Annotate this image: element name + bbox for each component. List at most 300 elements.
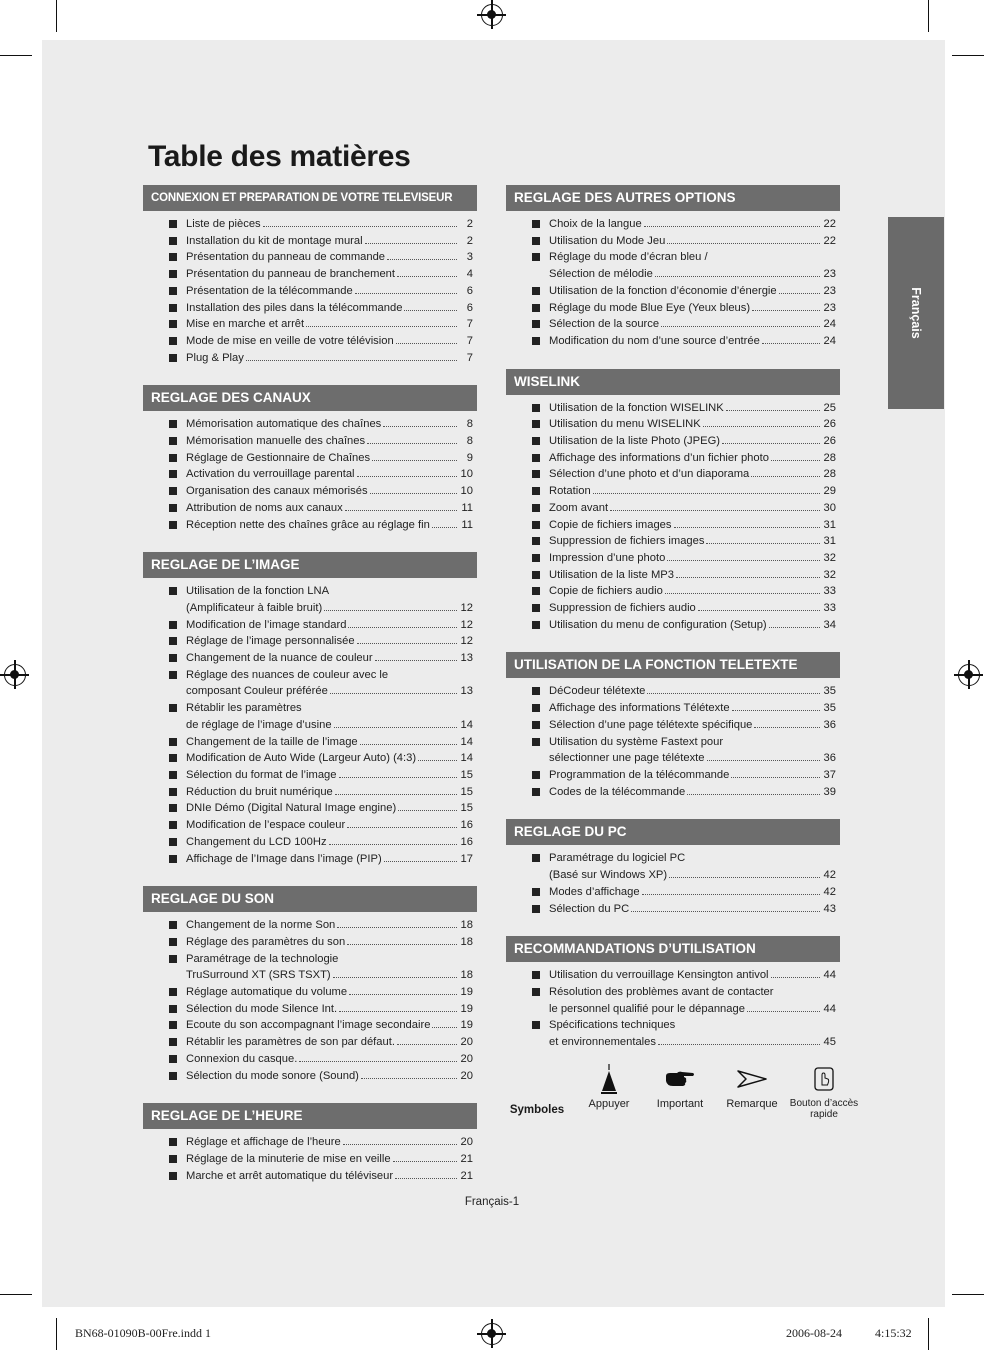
dot-leader xyxy=(360,744,457,745)
toc-entry[interactable] xyxy=(143,617,473,634)
toc-entry-line xyxy=(186,700,473,717)
toc-page-number: 19 xyxy=(460,1002,473,1015)
toc-entry-title: Réglage du mode d’écran bleu / xyxy=(549,251,708,264)
square-bullet-icon xyxy=(169,921,177,929)
toc-page-number: 12 xyxy=(460,635,473,648)
toc-entry[interactable] xyxy=(506,984,836,1017)
toc-entry[interactable] xyxy=(143,249,473,266)
toc-entry-title: Zoom avant xyxy=(549,501,609,514)
toc-entry-title: Installation du kit de montage mural xyxy=(186,234,363,247)
toc-entry-line xyxy=(549,517,836,534)
section-heading: RECOMMANDATIONS D’UTILISATION xyxy=(506,936,840,962)
toc-entry[interactable] xyxy=(143,1001,473,1018)
toc-entry[interactable] xyxy=(143,233,473,250)
toc-entry-title: Présentation de la télécommande xyxy=(186,284,353,297)
toc-entry-title: (Amplificateur à faible bruit) xyxy=(186,601,323,614)
square-bullet-icon xyxy=(169,1155,177,1163)
toc-page-number: 18 xyxy=(460,969,473,982)
dot-leader xyxy=(263,226,457,227)
dot-leader xyxy=(335,794,457,795)
toc-entry-line xyxy=(186,817,473,834)
toc-page-number: 14 xyxy=(460,718,473,731)
toc-entry-line xyxy=(186,934,473,951)
toc-entry-title: Activation du verrouillage parental xyxy=(186,468,355,481)
toc-entry[interactable] xyxy=(506,233,836,250)
registration-mark-icon xyxy=(481,1323,503,1345)
toc-section xyxy=(506,819,840,917)
dot-leader xyxy=(398,810,457,811)
toc-entry-title: Utilisation du verrouillage Kensington antivol xyxy=(549,969,769,982)
quick-access-button-icon xyxy=(814,1067,834,1091)
toc-entry-title: Utilisation du menu WISELINK xyxy=(549,418,701,431)
registration-mark-icon xyxy=(481,4,503,26)
toc-entry[interactable] xyxy=(506,583,836,600)
toc-entry-title: Changement de la taille de l’image xyxy=(186,735,358,748)
dot-leader xyxy=(418,760,457,761)
dot-leader xyxy=(432,1027,457,1028)
toc-entry-title: Mémorisation automatique des chaînes xyxy=(186,418,382,431)
toc-entry-line xyxy=(186,583,473,600)
toc-page-number: 13 xyxy=(460,652,473,665)
toc-entry-title: Spécifications techniques xyxy=(549,1019,676,1032)
toc-entry-title: Réglage de l’image personnalisée xyxy=(186,635,355,648)
square-bullet-icon xyxy=(532,287,540,295)
square-bullet-icon xyxy=(169,1072,177,1080)
toc-entry-title: Programmation de la télécommande xyxy=(549,768,730,781)
square-bullet-icon xyxy=(169,1021,177,1029)
toc-entry-line xyxy=(186,984,473,1001)
toc-page-number: 4 xyxy=(466,268,473,281)
toc-page-number: 15 xyxy=(460,785,473,798)
toc-entry-title: Rétablir les paramètres xyxy=(186,702,302,715)
toc-entry[interactable] xyxy=(506,333,836,350)
square-bullet-icon xyxy=(532,854,540,862)
toc-entry-title: Mémorisation manuelle des chaînes xyxy=(186,435,366,448)
toc-entry-title: Installation des piles dans la télécommande xyxy=(186,301,403,314)
toc-page-number: 24 xyxy=(823,334,836,347)
toc-entry[interactable] xyxy=(143,517,473,534)
dot-leader xyxy=(647,693,820,694)
toc-page-number: 15 xyxy=(460,802,473,815)
toc-entry-line xyxy=(186,1051,473,1068)
toc-entry-title: Modification de Auto Wide (Largeur Auto) (4:3) xyxy=(186,752,417,765)
toc-entry-line xyxy=(549,249,836,266)
toc-entry[interactable] xyxy=(143,834,473,851)
toc-section xyxy=(143,185,477,366)
dot-leader xyxy=(703,426,820,427)
dot-leader xyxy=(365,243,457,244)
crop-mark xyxy=(0,1294,32,1295)
toc-entry[interactable] xyxy=(143,800,473,817)
toc-entry[interactable] xyxy=(506,567,836,584)
toc-page-number: 44 xyxy=(823,1002,836,1015)
square-bullet-icon xyxy=(169,738,177,746)
toc-entry-title: Codes de la télécommande xyxy=(549,785,686,798)
toc-entry[interactable] xyxy=(143,583,473,616)
crop-mark xyxy=(952,55,984,56)
toc-entry[interactable] xyxy=(143,1017,473,1034)
toc-page-number: 21 xyxy=(460,1169,473,1182)
dot-leader xyxy=(779,293,820,294)
toc-entry[interactable] xyxy=(506,700,836,717)
toc-entry[interactable] xyxy=(506,683,836,700)
toc-entries xyxy=(143,1129,477,1184)
toc-entry-line xyxy=(549,1034,836,1051)
toc-page-number: 42 xyxy=(823,869,836,882)
dot-leader xyxy=(676,577,820,578)
toc-entry-line xyxy=(549,683,836,700)
toc-entry[interactable] xyxy=(506,517,836,534)
toc-page-number: 44 xyxy=(823,969,836,982)
toc-entry-title: Utilisation de la fonction WISELINK xyxy=(549,401,724,414)
toc-entry-line xyxy=(186,917,473,934)
toc-entry-line xyxy=(186,233,473,250)
toc-entry[interactable] xyxy=(506,249,836,282)
toc-entry-title: Liste de pièces xyxy=(186,218,261,230)
toc-entry-title: Affichage des informations d’un fichier photo xyxy=(549,451,769,464)
toc-entry[interactable] xyxy=(506,1017,836,1050)
toc-entry[interactable] xyxy=(506,416,836,433)
toc-entry-line xyxy=(549,784,836,801)
square-bullet-icon xyxy=(532,888,540,896)
symbol-label: Remarque xyxy=(726,1098,778,1110)
square-bullet-icon xyxy=(532,437,540,445)
toc-entry-title: Marche et arrêt automatique du téléviseur xyxy=(186,1169,394,1182)
toc-entry[interactable] xyxy=(143,700,473,733)
square-bullet-icon xyxy=(169,1055,177,1063)
toc-entry-line xyxy=(549,717,836,734)
toc-entry[interactable] xyxy=(143,283,473,300)
toc-entry[interactable] xyxy=(143,1134,473,1151)
toc-page-number: 6 xyxy=(466,284,473,297)
square-bullet-icon xyxy=(532,253,540,261)
square-bullet-icon xyxy=(169,838,177,846)
toc-entry-line xyxy=(186,433,473,450)
toc-page-number: 19 xyxy=(460,986,473,999)
toc-entry-title: composant Couleur préférée xyxy=(186,685,328,698)
dot-leader xyxy=(357,643,457,644)
toc-entry[interactable] xyxy=(506,433,836,450)
toc-page-number: 16 xyxy=(460,819,473,832)
crop-mark xyxy=(0,55,32,56)
toc-entry[interactable] xyxy=(143,784,473,801)
toc-entry[interactable] xyxy=(143,917,473,934)
crop-mark xyxy=(928,1318,929,1350)
toc-page-number: 11 xyxy=(461,518,473,531)
toc-entry[interactable] xyxy=(143,416,473,433)
toc-entry-line xyxy=(549,500,836,517)
toc-entry[interactable] xyxy=(506,550,836,567)
dot-leader xyxy=(383,426,457,427)
toc-entry[interactable] xyxy=(506,483,836,500)
toc-entry[interactable] xyxy=(506,967,836,984)
toc-entry[interactable] xyxy=(143,951,473,984)
toc-entry-title: TruSurround XT (SRS TSXT) xyxy=(186,969,331,982)
dot-leader xyxy=(769,627,820,628)
toc-page-number: 20 xyxy=(460,1052,473,1065)
toc-page-number: 12 xyxy=(460,618,473,631)
toc-entry-line xyxy=(186,617,473,634)
toc-entry[interactable] xyxy=(506,717,836,734)
symbol-press xyxy=(573,1060,645,1110)
toc-entry-title: Modification de l’image standard xyxy=(186,618,347,631)
toc-entry[interactable] xyxy=(143,1051,473,1068)
toc-entry-title: Impression d’une photo xyxy=(549,551,666,564)
toc-entry[interactable] xyxy=(506,216,836,233)
toc-page-number: 34 xyxy=(823,618,836,631)
toc-entry-line xyxy=(186,750,473,767)
toc-entry-title: Utilisation de la fonction LNA xyxy=(186,585,330,598)
toc-entry[interactable] xyxy=(506,466,836,483)
toc-page-number: 10 xyxy=(460,485,473,498)
toc-entry[interactable] xyxy=(143,466,473,483)
toc-entry[interactable] xyxy=(506,500,836,517)
square-bullet-icon xyxy=(169,704,177,712)
toc-entry[interactable] xyxy=(506,450,836,467)
toc-page-number: 2 xyxy=(466,218,473,230)
toc-entry-line xyxy=(549,600,836,617)
toc-page-number: 36 xyxy=(823,718,836,731)
toc-page-number: 7 xyxy=(466,318,473,331)
toc-entry[interactable] xyxy=(506,533,836,550)
toc-entry-title: Réglage et affichage de l’heure xyxy=(186,1136,341,1149)
toc-entry-title: et environnementales xyxy=(549,1036,656,1049)
registration-mark-icon xyxy=(958,664,980,686)
toc-entry-title: Organisation des canaux mémorisés xyxy=(186,485,368,498)
section-heading: REGLAGE DES AUTRES OPTIONS xyxy=(506,185,840,211)
toc-entry-title: Réglage du mode Blue Eye (Yeux bleus) xyxy=(549,301,751,314)
square-bullet-icon xyxy=(169,955,177,963)
toc-entry[interactable] xyxy=(506,784,836,801)
toc-entries xyxy=(506,678,840,800)
toc-entry[interactable] xyxy=(143,767,473,784)
toc-entry[interactable] xyxy=(143,1168,473,1185)
toc-entry[interactable] xyxy=(506,884,836,901)
toc-section xyxy=(506,369,840,634)
toc-entry[interactable] xyxy=(143,633,473,650)
toc-entry[interactable] xyxy=(143,483,473,500)
toc-entry[interactable] xyxy=(143,500,473,517)
toc-entry-line xyxy=(549,583,836,600)
toc-entry[interactable] xyxy=(506,300,836,317)
toc-entry-line xyxy=(549,700,836,717)
toc-page-number: 14 xyxy=(460,735,473,748)
square-bullet-icon xyxy=(169,521,177,529)
toc-entry[interactable] xyxy=(143,1068,473,1085)
toc-entry-title: sélectionner une page télétexte xyxy=(549,752,705,765)
toc-entry-line xyxy=(186,1001,473,1018)
toc-entry-line xyxy=(549,867,836,884)
dot-leader xyxy=(246,360,457,361)
toc-entry[interactable] xyxy=(143,450,473,467)
toc-entry-title: Changement de la norme Son xyxy=(186,919,336,932)
dot-leader xyxy=(367,443,457,444)
toc-entry[interactable] xyxy=(506,850,836,883)
toc-page-number: 19 xyxy=(460,1019,473,1032)
toc-entry-title: Rétablir les paramètres de son par défaut. xyxy=(186,1036,395,1049)
toc-entry[interactable] xyxy=(506,316,836,333)
toc-entry[interactable] xyxy=(143,734,473,751)
toc-entry-line xyxy=(186,683,473,700)
square-bullet-icon xyxy=(169,938,177,946)
toc-page-number: 15 xyxy=(460,768,473,781)
toc-entry[interactable] xyxy=(506,734,836,767)
toc-entry-line xyxy=(186,249,473,266)
toc-entry[interactable] xyxy=(143,433,473,450)
toc-entry-line xyxy=(186,300,473,317)
square-bullet-icon xyxy=(169,487,177,495)
toc-page-number: 20 xyxy=(460,1136,473,1149)
toc-entry-line xyxy=(186,483,473,500)
toc-entry[interactable] xyxy=(143,316,473,333)
toc-section xyxy=(506,185,840,350)
toc-entry-line xyxy=(186,851,473,868)
toc-entry-title: Mise en marche et arrêt xyxy=(186,318,305,331)
dot-leader xyxy=(687,794,820,795)
toc-page-number: 23 xyxy=(823,284,836,297)
dot-leader xyxy=(771,977,820,978)
toc-entry[interactable] xyxy=(506,617,836,634)
square-bullet-icon xyxy=(532,704,540,712)
toc-page-number: 28 xyxy=(823,468,836,481)
toc-section xyxy=(143,1103,477,1184)
toc-entry-line xyxy=(186,466,473,483)
symbol-quick-access xyxy=(788,1060,860,1120)
toc-entry[interactable] xyxy=(143,1034,473,1051)
square-bullet-icon xyxy=(532,788,540,796)
toc-entry-title: Suppression de fichiers images xyxy=(549,535,705,548)
toc-entry-title: Suppression de fichiers audio xyxy=(549,602,696,615)
toc-entry[interactable] xyxy=(143,216,473,233)
dot-leader xyxy=(667,560,820,561)
dot-leader xyxy=(372,460,457,461)
toc-page-number: 8 xyxy=(466,435,473,448)
toc-entry-title: Réglage de la minuterie de mise en veille xyxy=(186,1152,391,1165)
toc-entry-title: Réception nette des chaînes grâce au réglage fin xyxy=(186,518,430,531)
toc-entry[interactable] xyxy=(143,333,473,350)
dot-leader xyxy=(752,310,820,311)
toc-page-number: 12 xyxy=(460,601,473,614)
square-bullet-icon xyxy=(532,988,540,996)
dot-leader xyxy=(661,326,820,327)
toc-entry-title: Utilisation de la liste MP3 xyxy=(549,568,674,581)
toc-page-number: 33 xyxy=(823,602,836,615)
toc-entry[interactable] xyxy=(143,300,473,317)
dot-leader xyxy=(361,1078,457,1079)
toc-entry[interactable] xyxy=(143,984,473,1001)
square-bullet-icon xyxy=(169,1005,177,1013)
square-bullet-icon xyxy=(532,905,540,913)
dot-leader xyxy=(397,1044,457,1045)
symbol-note xyxy=(716,1060,788,1110)
square-bullet-icon xyxy=(169,587,177,595)
toc-entry-line xyxy=(186,633,473,650)
toc-entry[interactable] xyxy=(143,650,473,667)
dot-leader xyxy=(357,476,457,477)
square-bullet-icon xyxy=(169,470,177,478)
toc-entry[interactable] xyxy=(143,1151,473,1168)
toc-entry-line xyxy=(549,216,836,233)
square-bullet-icon xyxy=(169,654,177,662)
toc-entries xyxy=(506,211,840,350)
toc-entries xyxy=(506,962,840,1051)
toc-entry[interactable] xyxy=(506,283,836,300)
toc-entry-title: Réglage des paramètres du son xyxy=(186,935,346,948)
square-bullet-icon xyxy=(532,404,540,412)
section-heading: REGLAGE DU PC xyxy=(506,819,840,845)
toc-entry-title: Connexion du casque. xyxy=(186,1052,298,1065)
toc-entry-line xyxy=(186,1068,473,1085)
toc-page-number: 45 xyxy=(823,1036,836,1049)
section-heading: UTILISATION DE LA FONCTION TELETEXTE xyxy=(506,652,840,678)
square-bullet-icon xyxy=(169,237,177,245)
toc-entry[interactable] xyxy=(143,350,473,367)
toc-section xyxy=(143,552,477,867)
square-bullet-icon xyxy=(169,287,177,295)
toc-entry[interactable] xyxy=(506,400,836,417)
toc-entry[interactable] xyxy=(143,817,473,834)
toc-section xyxy=(506,652,840,800)
language-tab-label: Français xyxy=(909,287,923,339)
symbol-label: Bouton d’accès rapide xyxy=(789,1098,859,1120)
toc-entries xyxy=(143,578,477,867)
dot-leader xyxy=(330,693,457,694)
toc-page-number: 3 xyxy=(466,251,473,264)
toc-entry[interactable] xyxy=(143,934,473,951)
toc-entry[interactable] xyxy=(143,851,473,868)
section-heading: WISELINK xyxy=(506,369,840,395)
toc-entry[interactable] xyxy=(143,266,473,283)
dot-leader xyxy=(375,660,457,661)
toc-entry-title: Mode de mise en veille de votre télévision xyxy=(186,334,394,347)
toc-page-number: 30 xyxy=(823,501,836,514)
toc-page-number: 42 xyxy=(823,885,836,898)
toc-entry-line xyxy=(549,767,836,784)
registration-mark-icon xyxy=(4,664,26,686)
toc-entry[interactable] xyxy=(506,767,836,784)
toc-entry[interactable] xyxy=(506,901,836,918)
toc-entry-line xyxy=(549,734,836,751)
toc-entry[interactable] xyxy=(506,600,836,617)
press-icon xyxy=(598,1062,620,1096)
page-title: Table des matières xyxy=(148,140,411,173)
square-bullet-icon xyxy=(169,788,177,796)
toc-entries xyxy=(143,211,477,366)
square-bullet-icon xyxy=(169,220,177,228)
toc-section xyxy=(506,936,840,1051)
dot-leader xyxy=(754,727,820,728)
toc-entry-title: Présentation du panneau de branchement xyxy=(186,268,395,281)
slug-filename: BN68-01090B-00Fre.indd 1 xyxy=(75,1326,211,1340)
square-bullet-icon xyxy=(532,971,540,979)
section-heading: REGLAGE DES CANAUX xyxy=(143,385,477,411)
square-bullet-icon xyxy=(532,237,540,245)
toc-entry-line xyxy=(549,400,836,417)
dot-leader xyxy=(343,1144,457,1145)
toc-entry-title: Modification de l’espace couleur xyxy=(186,819,346,832)
toc-page-number: 20 xyxy=(460,1069,473,1082)
toc-entry-title: Sélection du format de l’image xyxy=(186,768,337,781)
toc-page-number: 18 xyxy=(460,919,473,932)
toc-entry[interactable] xyxy=(143,667,473,700)
square-bullet-icon xyxy=(169,420,177,428)
toc-entry[interactable] xyxy=(143,750,473,767)
square-bullet-icon xyxy=(532,771,540,779)
toc-entry-line xyxy=(186,834,473,851)
toc-entry-title: Plug & Play xyxy=(186,351,244,364)
toc-entry-line xyxy=(549,967,836,984)
toc-entry-line xyxy=(549,850,836,867)
